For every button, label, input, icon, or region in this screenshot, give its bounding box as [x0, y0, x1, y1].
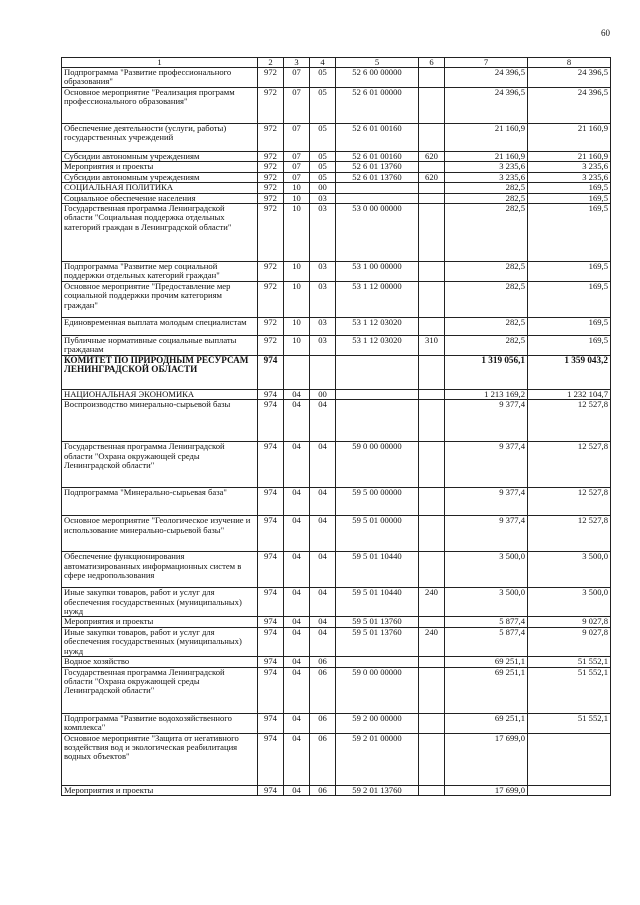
cell-col-6 — [419, 355, 445, 389]
cell-col-5: 59 2 00 00000 — [336, 713, 419, 733]
table-row — [62, 713, 611, 733]
row-name-cell: Обеспечение деятельности (услуги, работы) государственных учреждений — [62, 124, 258, 152]
cell-col-4: 06 — [310, 667, 336, 713]
cell-col-8: 3 235,6 — [528, 162, 611, 172]
cell-col-6: 240 — [419, 588, 445, 617]
cell-col-7: 5 877,4 — [445, 627, 528, 656]
cell-col-2: 972 — [258, 152, 284, 162]
cell-col-7: 69 251,1 — [445, 713, 528, 733]
cell-col-2: 972 — [258, 193, 284, 203]
cell-col-8: 3 500,0 — [528, 588, 611, 617]
cell-col-2: 972 — [258, 262, 284, 282]
cell-col-7: 282,5 — [445, 335, 528, 355]
column-header-6: 6 — [419, 58, 445, 68]
cell-col-7: 1 319 056,1 — [445, 355, 528, 389]
column-header-4: 4 — [310, 58, 336, 68]
table-row — [62, 262, 611, 282]
cell-col-2: 974 — [258, 442, 284, 488]
cell-col-2: 974 — [258, 400, 284, 442]
table-row — [62, 627, 611, 656]
cell-col-4: 03 — [310, 317, 336, 335]
cell-col-4: 03 — [310, 335, 336, 355]
cell-col-6 — [419, 389, 445, 399]
cell-col-2: 972 — [258, 335, 284, 355]
table-row — [62, 785, 611, 795]
cell-col-2: 974 — [258, 667, 284, 713]
table-row — [62, 162, 611, 172]
cell-col-4: 05 — [310, 68, 336, 88]
row-name-cell: Подпрограмма "Развитие водохозяйственного комплекса" — [62, 713, 258, 733]
cell-col-3: 07 — [284, 152, 310, 162]
cell-col-7: 1 213 169,2 — [445, 389, 528, 399]
cell-col-3: 10 — [284, 183, 310, 193]
cell-col-8: 1 232 104,7 — [528, 389, 611, 399]
cell-col-3: 04 — [284, 400, 310, 442]
cell-col-3: 04 — [284, 389, 310, 399]
cell-col-5: 52 6 01 00160 — [336, 124, 419, 152]
cell-col-8: 12 527,8 — [528, 516, 611, 552]
cell-col-5 — [336, 183, 419, 193]
cell-col-2: 972 — [258, 183, 284, 193]
cell-col-5: 59 2 01 00000 — [336, 733, 419, 785]
cell-col-6 — [419, 204, 445, 262]
cell-col-5: 59 5 01 13760 — [336, 627, 419, 656]
cell-col-6: 620 — [419, 152, 445, 162]
cell-col-6 — [419, 785, 445, 795]
cell-col-8: 1 359 043,2 — [528, 355, 611, 389]
table-row — [62, 552, 611, 588]
cell-col-3: 04 — [284, 552, 310, 588]
cell-col-8 — [528, 733, 611, 785]
cell-col-7: 9 377,4 — [445, 442, 528, 488]
cell-col-5: 52 6 01 13760 — [336, 162, 419, 172]
table-row — [62, 335, 611, 355]
cell-col-4: 03 — [310, 262, 336, 282]
cell-col-7: 17 699,0 — [445, 785, 528, 795]
cell-col-5: 52 6 01 00000 — [336, 88, 419, 124]
row-name-cell: Основное мероприятие "Защита от негативного воздействия вод и экологическая реабилитация водных объектов" — [62, 733, 258, 785]
cell-col-8: 21 160,9 — [528, 124, 611, 152]
cell-col-5: 53 1 00 00000 — [336, 262, 419, 282]
table-row — [62, 588, 611, 617]
cell-col-2: 974 — [258, 657, 284, 667]
cell-col-6 — [419, 317, 445, 335]
row-name-cell: Государственная программа Ленинградской области "Социальная поддержка отдельных категорий граждан в Ленинградской области" — [62, 204, 258, 262]
cell-col-7: 282,5 — [445, 262, 528, 282]
cell-col-5: 59 0 00 00000 — [336, 667, 419, 713]
cell-col-8: 169,5 — [528, 317, 611, 335]
cell-col-3: 04 — [284, 785, 310, 795]
cell-col-3: 07 — [284, 172, 310, 182]
cell-col-5 — [336, 657, 419, 667]
cell-col-7: 5 877,4 — [445, 617, 528, 627]
cell-col-6 — [419, 262, 445, 282]
cell-col-2: 972 — [258, 317, 284, 335]
cell-col-8: 169,5 — [528, 204, 611, 262]
table-row — [62, 733, 611, 785]
cell-col-3: 07 — [284, 124, 310, 152]
cell-col-5 — [336, 389, 419, 399]
cell-col-7: 3 500,0 — [445, 588, 528, 617]
row-name-cell: Обеспечение функционирования автоматизированных информационных систем в сфере недропользования — [62, 552, 258, 588]
cell-col-3 — [284, 355, 310, 389]
cell-col-3: 10 — [284, 193, 310, 203]
cell-col-3: 10 — [284, 281, 310, 317]
cell-col-5: 59 5 00 00000 — [336, 488, 419, 516]
row-name-cell: Мероприятия и проекты — [62, 162, 258, 172]
cell-col-3: 10 — [284, 204, 310, 262]
row-name-cell: Воспроизводство минерально-сырьевой базы — [62, 400, 258, 442]
cell-col-4: 04 — [310, 588, 336, 617]
cell-col-5: 59 5 01 10440 — [336, 588, 419, 617]
cell-col-3: 07 — [284, 68, 310, 88]
cell-col-3: 10 — [284, 335, 310, 355]
cell-col-4: 03 — [310, 281, 336, 317]
cell-col-4: 00 — [310, 183, 336, 193]
cell-col-7: 3 235,6 — [445, 162, 528, 172]
cell-col-2: 972 — [258, 204, 284, 262]
cell-col-8: 169,5 — [528, 183, 611, 193]
cell-col-6 — [419, 552, 445, 588]
cell-col-5: 59 2 01 13760 — [336, 785, 419, 795]
row-name-cell: Государственная программа Ленинградской области "Охрана окружающей среды Ленинградской области" — [62, 442, 258, 488]
cell-col-6 — [419, 124, 445, 152]
cell-col-8: 169,5 — [528, 193, 611, 203]
row-name-cell: Подпрограмма "Минерально-сырьевая база" — [62, 488, 258, 516]
cell-col-5: 59 5 01 13760 — [336, 617, 419, 627]
cell-col-4: 05 — [310, 152, 336, 162]
cell-col-3: 10 — [284, 262, 310, 282]
table-row — [62, 172, 611, 182]
row-name-cell: Иные закупки товаров, работ и услуг для обеспечения государственных (муниципальных) нужд — [62, 627, 258, 656]
cell-col-6: 620 — [419, 172, 445, 182]
cell-col-8: 9 027,8 — [528, 617, 611, 627]
cell-col-8: 9 027,8 — [528, 627, 611, 656]
cell-col-4: 05 — [310, 88, 336, 124]
column-header-2: 2 — [258, 58, 284, 68]
row-name-cell: СОЦИАЛЬНАЯ ПОЛИТИКА — [62, 183, 258, 193]
cell-col-6 — [419, 400, 445, 442]
table-row — [62, 68, 611, 88]
cell-col-4: 05 — [310, 124, 336, 152]
cell-col-3: 04 — [284, 516, 310, 552]
cell-col-3: 04 — [284, 667, 310, 713]
cell-col-6 — [419, 442, 445, 488]
cell-col-5: 52 6 01 00160 — [336, 152, 419, 162]
cell-col-3: 10 — [284, 317, 310, 335]
cell-col-3: 07 — [284, 88, 310, 124]
cell-col-2: 972 — [258, 68, 284, 88]
cell-col-4: 05 — [310, 162, 336, 172]
cell-col-5: 53 1 12 03020 — [336, 335, 419, 355]
table-row — [62, 400, 611, 442]
row-name-cell: Подпрограмма "Развитие мер социальной поддержки отдельных категорий граждан" — [62, 262, 258, 282]
cell-col-6 — [419, 657, 445, 667]
cell-col-7: 3 500,0 — [445, 552, 528, 588]
cell-col-5: 59 0 00 00000 — [336, 442, 419, 488]
cell-col-8: 12 527,8 — [528, 488, 611, 516]
row-name-cell: КОМИТЕТ ПО ПРИРОДНЫМ РЕСУРСАМ ЛЕНИНГРАДСКОЙ ОБЛАСТИ — [62, 355, 258, 389]
cell-col-6 — [419, 162, 445, 172]
cell-col-6 — [419, 193, 445, 203]
cell-col-2: 972 — [258, 162, 284, 172]
cell-col-8: 51 552,1 — [528, 657, 611, 667]
table-row — [62, 183, 611, 193]
column-header-5: 5 — [336, 58, 419, 68]
cell-col-2: 974 — [258, 733, 284, 785]
row-name-cell: Основное мероприятие "Предоставление мер социальной поддержки прочим категориям граждан" — [62, 281, 258, 317]
cell-col-8: 12 527,8 — [528, 442, 611, 488]
cell-col-7: 282,5 — [445, 193, 528, 203]
cell-col-5: 53 0 00 00000 — [336, 204, 419, 262]
cell-col-3: 04 — [284, 442, 310, 488]
cell-col-8: 51 552,1 — [528, 713, 611, 733]
cell-col-4: 04 — [310, 552, 336, 588]
table-row — [62, 193, 611, 203]
cell-col-2: 974 — [258, 389, 284, 399]
cell-col-4 — [310, 355, 336, 389]
table-row — [62, 281, 611, 317]
cell-col-6 — [419, 713, 445, 733]
column-header-7: 7 — [445, 58, 528, 68]
cell-col-6 — [419, 617, 445, 627]
table-row — [62, 617, 611, 627]
table-row — [62, 88, 611, 124]
cell-col-6 — [419, 88, 445, 124]
row-name-cell: Основное мероприятие "Реализация программ профессионального образования" — [62, 88, 258, 124]
cell-col-8: 169,5 — [528, 335, 611, 355]
row-name-cell: НАЦИОНАЛЬНАЯ ЭКОНОМИКА — [62, 389, 258, 399]
cell-col-2: 974 — [258, 588, 284, 617]
cell-col-8: 24 396,5 — [528, 88, 611, 124]
cell-col-7: 9 377,4 — [445, 400, 528, 442]
row-name-cell: Государственная программа Ленинградской области "Охрана окружающей среды Ленинградской области" — [62, 667, 258, 713]
cell-col-8: 12 527,8 — [528, 400, 611, 442]
cell-col-4: 04 — [310, 400, 336, 442]
cell-col-8: 3 235,6 — [528, 172, 611, 182]
cell-col-2: 972 — [258, 172, 284, 182]
cell-col-6 — [419, 281, 445, 317]
cell-col-2: 974 — [258, 516, 284, 552]
cell-col-7: 282,5 — [445, 204, 528, 262]
cell-col-2: 974 — [258, 785, 284, 795]
cell-col-6 — [419, 68, 445, 88]
cell-col-4: 06 — [310, 785, 336, 795]
table-body — [62, 68, 611, 796]
cell-col-4: 03 — [310, 204, 336, 262]
cell-col-2: 974 — [258, 355, 284, 389]
cell-col-2: 974 — [258, 552, 284, 588]
cell-col-2: 974 — [258, 627, 284, 656]
row-name-cell: Мероприятия и проекты — [62, 617, 258, 627]
row-name-cell: Публичные нормативные социальные выплаты гражданам — [62, 335, 258, 355]
cell-col-7: 9 377,4 — [445, 488, 528, 516]
cell-col-8: 169,5 — [528, 281, 611, 317]
cell-col-4: 05 — [310, 172, 336, 182]
row-name-cell: Субсидии автономным учреждениям — [62, 152, 258, 162]
cell-col-2: 972 — [258, 281, 284, 317]
table-row — [62, 657, 611, 667]
table-header — [62, 58, 611, 68]
cell-col-7: 69 251,1 — [445, 657, 528, 667]
row-name-cell: Подпрограмма "Развитие профессионального образования" — [62, 68, 258, 88]
row-name-cell: Мероприятия и проекты — [62, 785, 258, 795]
cell-col-5 — [336, 355, 419, 389]
column-header-8: 8 — [528, 58, 611, 68]
cell-col-6: 310 — [419, 335, 445, 355]
cell-col-8: 24 396,5 — [528, 68, 611, 88]
cell-col-8: 51 552,1 — [528, 667, 611, 713]
cell-col-3: 07 — [284, 162, 310, 172]
table-row — [62, 442, 611, 488]
cell-col-8 — [528, 785, 611, 795]
row-name-cell: Социальное обеспечение населения — [62, 193, 258, 203]
cell-col-8: 3 500,0 — [528, 552, 611, 588]
table-row — [62, 152, 611, 162]
cell-col-2: 972 — [258, 124, 284, 152]
table-row — [62, 516, 611, 552]
cell-col-6 — [419, 516, 445, 552]
cell-col-4: 03 — [310, 193, 336, 203]
cell-col-6 — [419, 183, 445, 193]
cell-col-4: 06 — [310, 713, 336, 733]
row-name-cell: Водное хозяйство — [62, 657, 258, 667]
cell-col-8: 169,5 — [528, 262, 611, 282]
page-number: 60 — [601, 28, 610, 38]
cell-col-7: 282,5 — [445, 281, 528, 317]
cell-col-4: 04 — [310, 442, 336, 488]
cell-col-2: 974 — [258, 488, 284, 516]
cell-col-6: 240 — [419, 627, 445, 656]
budget-table — [61, 57, 611, 796]
header-row — [62, 58, 611, 68]
cell-col-2: 972 — [258, 88, 284, 124]
cell-col-3: 04 — [284, 588, 310, 617]
cell-col-7: 21 160,9 — [445, 124, 528, 152]
cell-col-7: 17 699,0 — [445, 733, 528, 785]
cell-col-5: 53 1 12 00000 — [336, 281, 419, 317]
cell-col-7: 282,5 — [445, 317, 528, 335]
cell-col-4: 04 — [310, 516, 336, 552]
cell-col-4: 06 — [310, 657, 336, 667]
table-row — [62, 204, 611, 262]
cell-col-4: 04 — [310, 627, 336, 656]
cell-col-6 — [419, 733, 445, 785]
cell-col-3: 04 — [284, 627, 310, 656]
cell-col-7: 24 396,5 — [445, 68, 528, 88]
cell-col-7: 9 377,4 — [445, 516, 528, 552]
row-name-cell: Иные закупки товаров, работ и услуг для обеспечения государственных (муниципальных) нужд — [62, 588, 258, 617]
cell-col-2: 974 — [258, 713, 284, 733]
cell-col-7: 21 160,9 — [445, 152, 528, 162]
cell-col-4: 00 — [310, 389, 336, 399]
table-row — [62, 317, 611, 335]
cell-col-4: 06 — [310, 733, 336, 785]
table-row — [62, 355, 611, 389]
cell-col-7: 24 396,5 — [445, 88, 528, 124]
cell-col-7: 3 235,6 — [445, 172, 528, 182]
table-row — [62, 667, 611, 713]
cell-col-5 — [336, 193, 419, 203]
cell-col-4: 04 — [310, 488, 336, 516]
cell-col-7: 282,5 — [445, 183, 528, 193]
cell-col-6 — [419, 667, 445, 713]
cell-col-3: 04 — [284, 733, 310, 785]
cell-col-5: 59 5 01 00000 — [336, 516, 419, 552]
row-name-cell: Субсидии автономным учреждениям — [62, 172, 258, 182]
cell-col-3: 04 — [284, 657, 310, 667]
cell-col-8: 21 160,9 — [528, 152, 611, 162]
cell-col-5: 52 6 00 00000 — [336, 68, 419, 88]
cell-col-5 — [336, 400, 419, 442]
row-name-cell: Единовременная выплата молодым специалистам — [62, 317, 258, 335]
row-name-cell: Основное мероприятие "Геологическое изучение и использование минерально-сырьевой базы" — [62, 516, 258, 552]
table-row — [62, 389, 611, 399]
column-header-1: 1 — [62, 58, 258, 68]
cell-col-5: 59 5 01 10440 — [336, 552, 419, 588]
cell-col-6 — [419, 488, 445, 516]
table-row — [62, 124, 611, 152]
cell-col-2: 974 — [258, 617, 284, 627]
cell-col-7: 69 251,1 — [445, 667, 528, 713]
cell-col-4: 04 — [310, 617, 336, 627]
column-header-3: 3 — [284, 58, 310, 68]
cell-col-3: 04 — [284, 488, 310, 516]
cell-col-3: 04 — [284, 713, 310, 733]
table-row — [62, 488, 611, 516]
cell-col-5: 52 6 01 13760 — [336, 172, 419, 182]
cell-col-5: 53 1 12 03020 — [336, 317, 419, 335]
cell-col-3: 04 — [284, 617, 310, 627]
